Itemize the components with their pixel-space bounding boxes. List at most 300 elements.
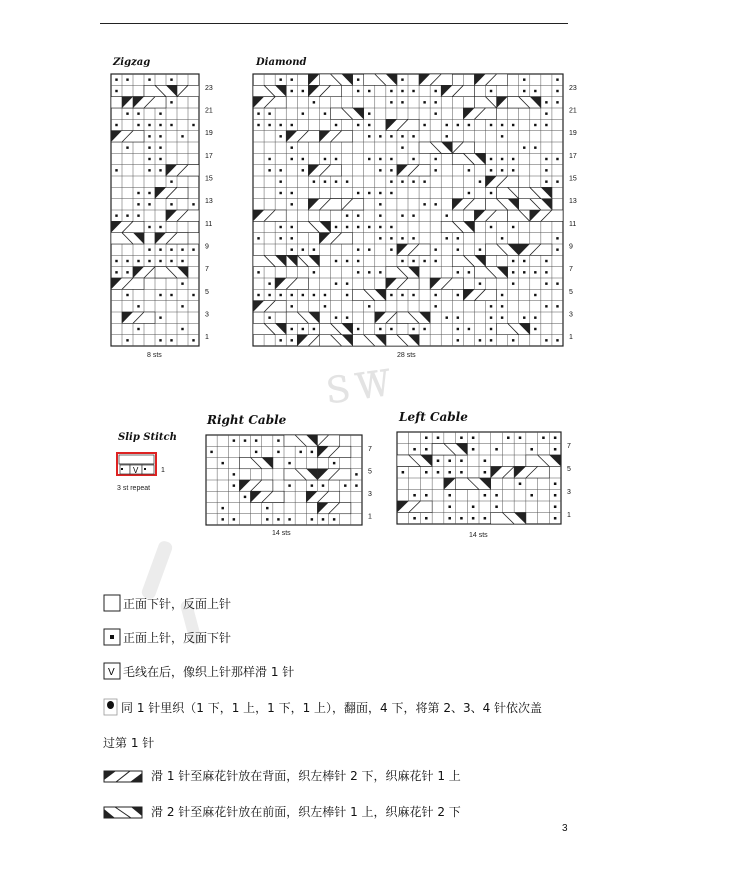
purl-dot [324,158,326,160]
purl-dot [291,90,293,92]
purl-dot [221,518,223,520]
purl-dot [148,260,150,262]
purl-dot [490,328,492,330]
purl-dot [181,328,183,330]
purl-dot [554,494,557,497]
svg-text:V: V [108,667,115,678]
purl-dot [126,294,128,296]
purl-dot [159,260,161,262]
purl-dot [519,436,522,439]
purl-dot [401,260,403,262]
purl-dot [357,90,359,92]
purl-dot [368,158,370,160]
purl-dot [556,101,558,103]
purl-dot [412,294,414,296]
purl-dot [479,248,481,250]
purl-dot [457,339,459,341]
purl-dot [512,339,514,341]
legend-text: 同 1 针里织（1 下，1 上，1 下，1 上），翻面，4 下，将第 2、3、4 针依次盖 [121,700,543,715]
purl-dot [148,158,150,160]
row-number: 15 [205,175,213,183]
purl-dot [233,484,235,486]
purl-dot [368,112,370,114]
row-number: 1 [569,334,573,342]
watermark-stroke [140,539,174,600]
purl-dot [501,316,503,318]
purl-dot [490,192,492,194]
left-cable-title: Left Cable [399,410,468,424]
purl-dot [446,237,448,239]
purl-dot [379,158,381,160]
purl-dot [490,124,492,126]
purl-dot [512,271,514,273]
purl-dot [357,260,359,262]
purl-dot [159,294,161,296]
purl-dot [137,214,139,216]
purl-dot [159,112,161,114]
right-cable-chart [206,435,382,525]
purl-dot [423,180,425,182]
purl-dot [255,439,257,441]
purl-dot [457,237,459,239]
purl-dot [556,305,558,307]
purl-dot [170,180,172,182]
zigzag-sts: 8 sts [147,352,162,359]
purl-dot [192,339,194,341]
purl-dot [545,124,547,126]
purl-dot [126,271,128,273]
purl-dot [468,192,470,194]
dot-square-icon [103,628,121,646]
purl-dot [368,192,370,194]
purl-dot [268,112,270,114]
purl-dot [357,124,359,126]
purl-dot [434,248,436,250]
legend-knit [103,594,231,612]
purl-dot [115,90,117,92]
purl-dot [279,226,281,228]
purl-dot [534,124,536,126]
purl-dot [390,158,392,160]
purl-dot [545,158,547,160]
purl-dot [302,90,304,92]
watermark: ＳＷ [318,363,395,413]
purl-dot [268,124,270,126]
purl-dot [279,135,281,137]
purl-dot [288,484,290,486]
purl-dot [484,459,487,462]
purl-dot [181,260,183,262]
purl-dot [554,448,557,451]
purl-dot [390,237,392,239]
purl-dot [425,471,428,474]
purl-dot [137,124,139,126]
purl-dot [170,248,172,250]
purl-dot [368,135,370,137]
row-number: 21 [569,107,577,115]
purl-dot [159,158,161,160]
purl-dot [490,226,492,228]
purl-dot [507,436,510,439]
purl-dot [291,305,293,307]
purl-dot [355,473,357,475]
purl-dot [495,494,498,497]
purl-dot [423,124,425,126]
purl-dot [291,124,293,126]
purl-dot [495,448,498,451]
zigzag-title: Zigzag [113,57,151,68]
purl-dot [501,237,503,239]
diamond-chart [253,74,583,346]
purl-dot [523,271,525,273]
purl-dot [460,471,463,474]
purl-dot [545,282,547,284]
purl-dot [457,316,459,318]
purl-dot [233,473,235,475]
purl-dot [501,305,503,307]
purl-dot [115,78,117,80]
purl-dot [379,328,381,330]
purl-dot [148,192,150,194]
purl-dot [556,78,558,80]
header-rule [100,23,568,24]
purl-dot [484,517,487,520]
purl-dot [401,294,403,296]
purl-dot [401,237,403,239]
purl-dot [302,248,304,250]
row-number: 13 [205,198,213,206]
purl-dot [460,517,463,520]
purl-dot [126,146,128,148]
row-number: 3 [569,311,573,319]
row-number: 5 [567,466,571,474]
purl-dot [357,271,359,273]
purl-dot [221,462,223,464]
purl-dot [335,180,337,182]
purl-dot [288,462,290,464]
purl-dot [545,339,547,341]
purl-dot [344,484,346,486]
purl-dot [148,248,150,250]
purl-dot [437,459,440,462]
purl-dot [556,339,558,341]
purl-dot [457,124,459,126]
row-number: 19 [569,130,577,138]
purl-dot [379,169,381,171]
purl-dot [170,101,172,103]
purl-dot [159,146,161,148]
row-number: 19 [205,130,213,138]
purl-dot [401,146,403,148]
row-number: 3 [567,489,571,497]
purl-dot [556,158,558,160]
purl-dot [425,448,428,451]
purl-dot [472,505,475,508]
purl-dot [291,237,293,239]
purl-dot [159,124,161,126]
purl-dot [268,158,270,160]
purl-dot [457,271,459,273]
purl-dot [170,78,172,80]
row-number: 21 [205,107,213,115]
purl-dot [324,180,326,182]
purl-dot [484,494,487,497]
row-number: 23 [569,84,577,92]
purl-dot [545,260,547,262]
purl-dot [448,471,451,474]
purl-dot [115,124,117,126]
slip-stitch-chart [116,452,176,478]
purl-dot [346,294,348,296]
purl-dot [556,237,558,239]
purl-dot [412,237,414,239]
purl-dot [335,316,337,318]
purl-dot [233,518,235,520]
empty-square-icon [103,594,121,612]
diamond-sts: 28 sts [397,352,416,359]
purl-dot [446,214,448,216]
purl-dot [490,305,492,307]
purl-dot [159,135,161,137]
purl-dot [313,271,315,273]
row-number: 7 [567,443,571,451]
purl-dot [115,169,117,171]
purl-dot [279,180,281,182]
purl-dot [357,78,359,80]
purl-dot [324,112,326,114]
purl-dot [333,518,335,520]
purl-dot [554,517,557,520]
purl-dot [148,169,150,171]
purl-dot [311,451,313,453]
purl-dot [390,90,392,92]
purl-dot [148,226,150,228]
purl-dot [302,112,304,114]
legend-text: 过第 1 针 [103,736,155,750]
purl-dot [472,448,475,451]
purl-dot [181,248,183,250]
purl-dot [268,169,270,171]
purl-dot [390,169,392,171]
purl-dot [266,507,268,509]
purl-dot [501,158,503,160]
purl-dot [413,494,416,497]
purl-dot [291,328,293,330]
purl-dot [545,271,547,273]
purl-dot [379,226,381,228]
purl-dot [379,192,381,194]
purl-dot [277,451,279,453]
purl-dot [170,124,172,126]
purl-dot [192,294,194,296]
purl-dot [313,248,315,250]
purl-dot [434,203,436,205]
bobble-icon [103,698,119,716]
legend-cable-left [103,803,461,820]
purl-dot [192,124,194,126]
purl-dot [390,180,392,182]
purl-dot [170,203,172,205]
purl-dot [335,260,337,262]
purl-dot [379,203,381,205]
purl-dot [390,101,392,103]
v-square-icon [103,662,121,680]
purl-dot [159,226,161,228]
purl-dot [434,294,436,296]
purl-dot [291,294,293,296]
purl-dot [545,169,547,171]
purl-dot [401,214,403,216]
purl-dot [412,135,414,137]
purl-dot [412,180,414,182]
purl-dot [448,459,451,462]
purl-dot [159,169,161,171]
purl-dot [357,226,359,228]
purl-dot [291,146,293,148]
purl-dot [322,518,324,520]
purl-dot [401,180,403,182]
purl-dot [534,294,536,296]
slip-stitch-repeat: 3 st repeat [117,485,151,492]
purl-dot [472,517,475,520]
purl-dot [534,271,536,273]
purl-dot [335,226,337,228]
purl-dot [148,135,150,137]
purl-dot [556,248,558,250]
purl-dot [554,436,557,439]
purl-dot [434,260,436,262]
purl-dot [291,78,293,80]
purl-dot [170,339,172,341]
purl-dot [346,214,348,216]
purl-dot [468,271,470,273]
purl-dot [159,316,161,318]
purl-dot [181,305,183,307]
purl-dot [277,518,279,520]
legend-text: 毛线在后，像织上针那样滑 1 针 [123,664,295,679]
slip-stitch-title: Slip Stitch [118,432,177,443]
purl-dot [434,90,436,92]
purl-dot [357,248,359,250]
purl-dot [291,339,293,341]
purl-dot [490,316,492,318]
purl-dot [368,226,370,228]
purl-dot [313,294,315,296]
purl-dot [279,78,281,80]
purl-dot [484,471,487,474]
row-number: 11 [569,220,577,228]
purl-dot [390,248,392,250]
purl-dot [291,203,293,205]
row-number: 11 [205,220,213,228]
purl-dot [512,260,514,262]
purl-dot [257,294,259,296]
purl-dot [423,203,425,205]
purl-dot [501,169,503,171]
purl-dot [257,112,259,114]
purl-dot [357,328,359,330]
purl-dot [137,192,139,194]
purl-dot [126,112,128,114]
purl-dot [434,101,436,103]
row-number: 9 [205,243,209,251]
purl-dot [472,436,475,439]
purl-dot [279,339,281,341]
purl-dot [448,517,451,520]
purl-dot [335,282,337,284]
purl-dot [423,328,425,330]
left-cable-sts: 14 sts [469,532,488,539]
purl-dot [115,214,117,216]
purl-dot [434,305,436,307]
purl-dot [479,339,481,341]
slip-symbol: V [133,466,139,475]
purl-dot [479,180,481,182]
purl-dot [126,214,128,216]
purl-dot [542,436,545,439]
purl-dot [299,451,301,453]
purl-dot [313,101,315,103]
purl-dot [468,124,470,126]
purl-dot [368,90,370,92]
purl-dot [159,248,161,250]
row-number: 5 [368,468,372,476]
purl-dot [302,328,304,330]
purl-dot [501,294,503,296]
purl-dot [137,328,139,330]
purl-dot [126,260,128,262]
row-number: 5 [569,288,573,296]
purl-dot [495,505,498,508]
purl-dot [346,282,348,284]
purl-dot [512,282,514,284]
purl-dot [545,180,547,182]
purl-dot [490,339,492,341]
right-cable-sts: 14 sts [272,530,291,537]
purl-dot [192,248,194,250]
purl-dot [512,158,514,160]
purl-dot [556,282,558,284]
purl-dot [501,135,503,137]
purl-dot [137,260,139,262]
purl-dot [346,180,348,182]
row-number: 23 [205,84,213,92]
purl-dot [401,78,403,80]
row-number: 1 [205,334,209,342]
legend-bobble-cont [103,734,154,751]
purl-dot [210,451,212,453]
purl-dot [530,494,533,497]
row-number: 7 [205,266,209,274]
purl-dot [148,203,150,205]
purl-dot [279,237,281,239]
purl-dot [534,316,536,318]
purl-dot [434,112,436,114]
purl-dot [556,180,558,182]
purl-dot [379,214,381,216]
purl-dot [446,316,448,318]
purl-dot [519,482,522,485]
purl-dot [137,203,139,205]
purl-dot [523,78,525,80]
purl-dot [148,124,150,126]
purl-dot [313,180,315,182]
legend-slip [103,662,294,680]
purl-dot [355,484,357,486]
row-number: 17 [569,152,577,160]
purl-dot [523,260,525,262]
slip-row-number: 1 [161,467,165,474]
